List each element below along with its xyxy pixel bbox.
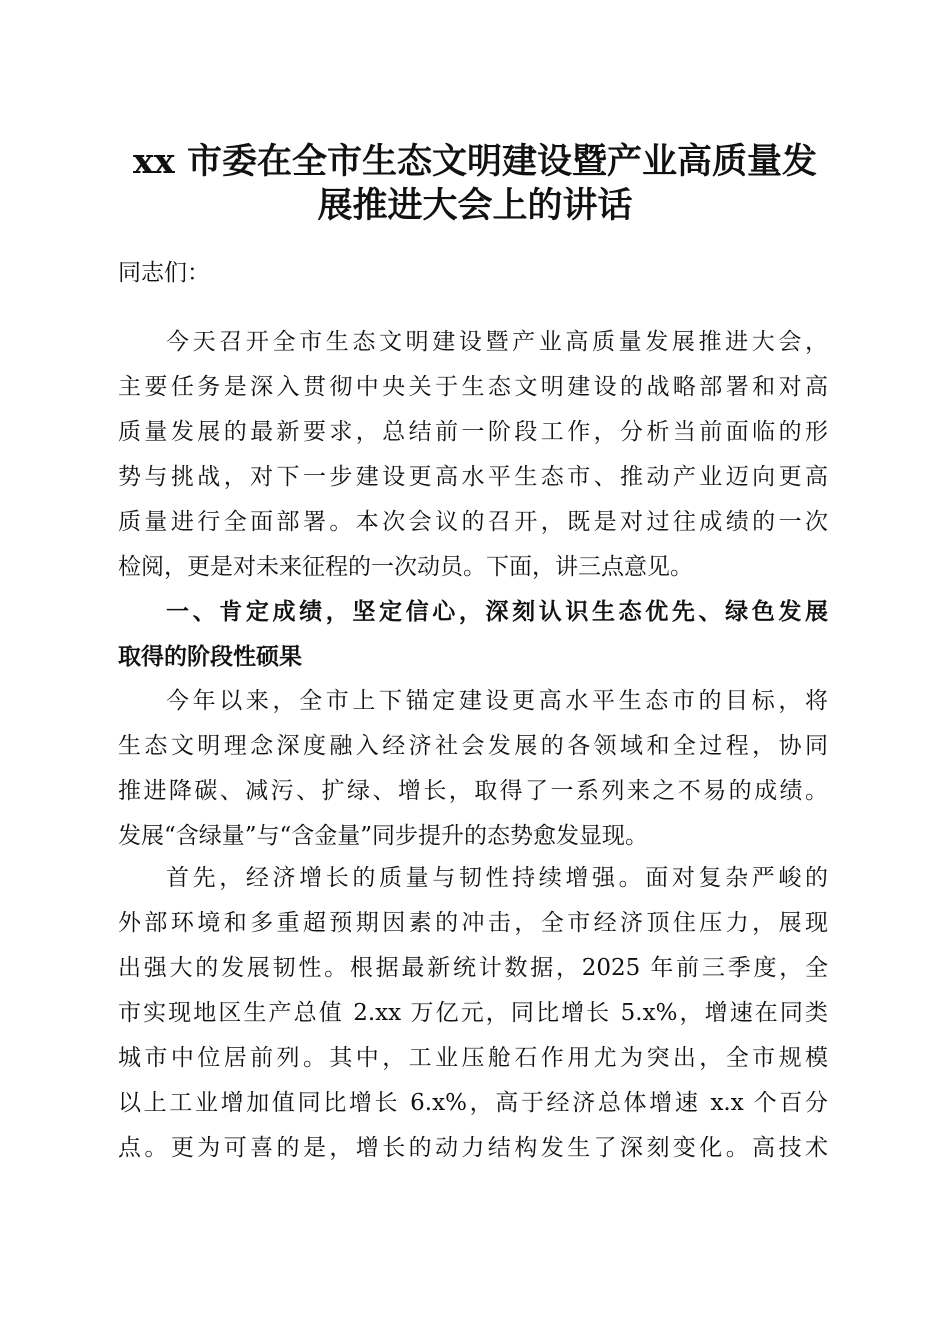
document-title — [100, 140, 850, 228]
paragraph-line: 发展“含绿量”与“含金量”同步提升的态势愈发显现。 — [118, 823, 649, 849]
paragraph-line: 质量发展的最新要求，总结前一阶段工作，分析当前面临的形 — [118, 419, 828, 445]
paragraph-line: 以上工业增加值同比增长 6.x%，高于经济总体增速 x.x 个百分 — [118, 1090, 828, 1116]
paragraph-line: 生态文明理念深度融入经济社会发展的各领域和全过程，协同 — [118, 733, 828, 759]
paragraph-line: 出强大的发展韧性。根据最新统计数据，2025 年前三季度，全 — [118, 955, 828, 981]
paragraph-line: 点。更为可喜的是，增长的动力结构发生了深刻变化。高技术 — [118, 1135, 828, 1161]
title-line-2: 展推进大会上的讲话 — [317, 185, 633, 226]
heading-line: 取得的阶段性硕果 — [118, 644, 302, 670]
heading-line: 一、肯定成绩，坚定信心，深刻认识生态优先、绿色发展 — [166, 599, 828, 625]
paragraph-line: 首先，经济增长的质量与韧性持续增强。面对复杂严峻的 — [166, 865, 828, 891]
paragraph-line: 质量进行全面部署。本次会议的召开，既是对过往成绩的一次 — [118, 509, 828, 535]
paragraph-line: 主要任务是深入贯彻中央关于生态文明建设的战略部署和对高 — [118, 374, 828, 400]
salutation: 同志们： — [118, 260, 210, 286]
paragraph-line: 市实现地区生产总值 2.xx 万亿元，同比增长 5.x%，增速在同类 — [118, 1000, 828, 1026]
paragraph-line: 今年以来，全市上下锚定建设更高水平生态市的目标，将 — [166, 688, 828, 714]
paragraph-line: 检阅，更是对未来征程的一次动员。下面，讲三点意见。 — [118, 554, 693, 580]
title-line-1: xx 市委在全市生态文明建设暨产业高质量发 — [133, 141, 817, 182]
paragraph-line: 外部环境和多重超预期因素的冲击，全市经济顶住压力，展现 — [118, 910, 828, 936]
paragraph-line: 城市中位居前列。其中，工业压舱石作用尤为突出，全市规模 — [118, 1045, 828, 1071]
paragraph-line: 今天召开全市生态文明建设暨产业高质量发展推进大会， — [166, 329, 828, 355]
paragraph-line: 势与挑战，对下一步建设更高水平生态市、推动产业迈向更高 — [118, 464, 828, 490]
paragraph-line: 推进降碳、减污、扩绿、增长，取得了一系列来之不易的成绩。 — [118, 778, 828, 804]
